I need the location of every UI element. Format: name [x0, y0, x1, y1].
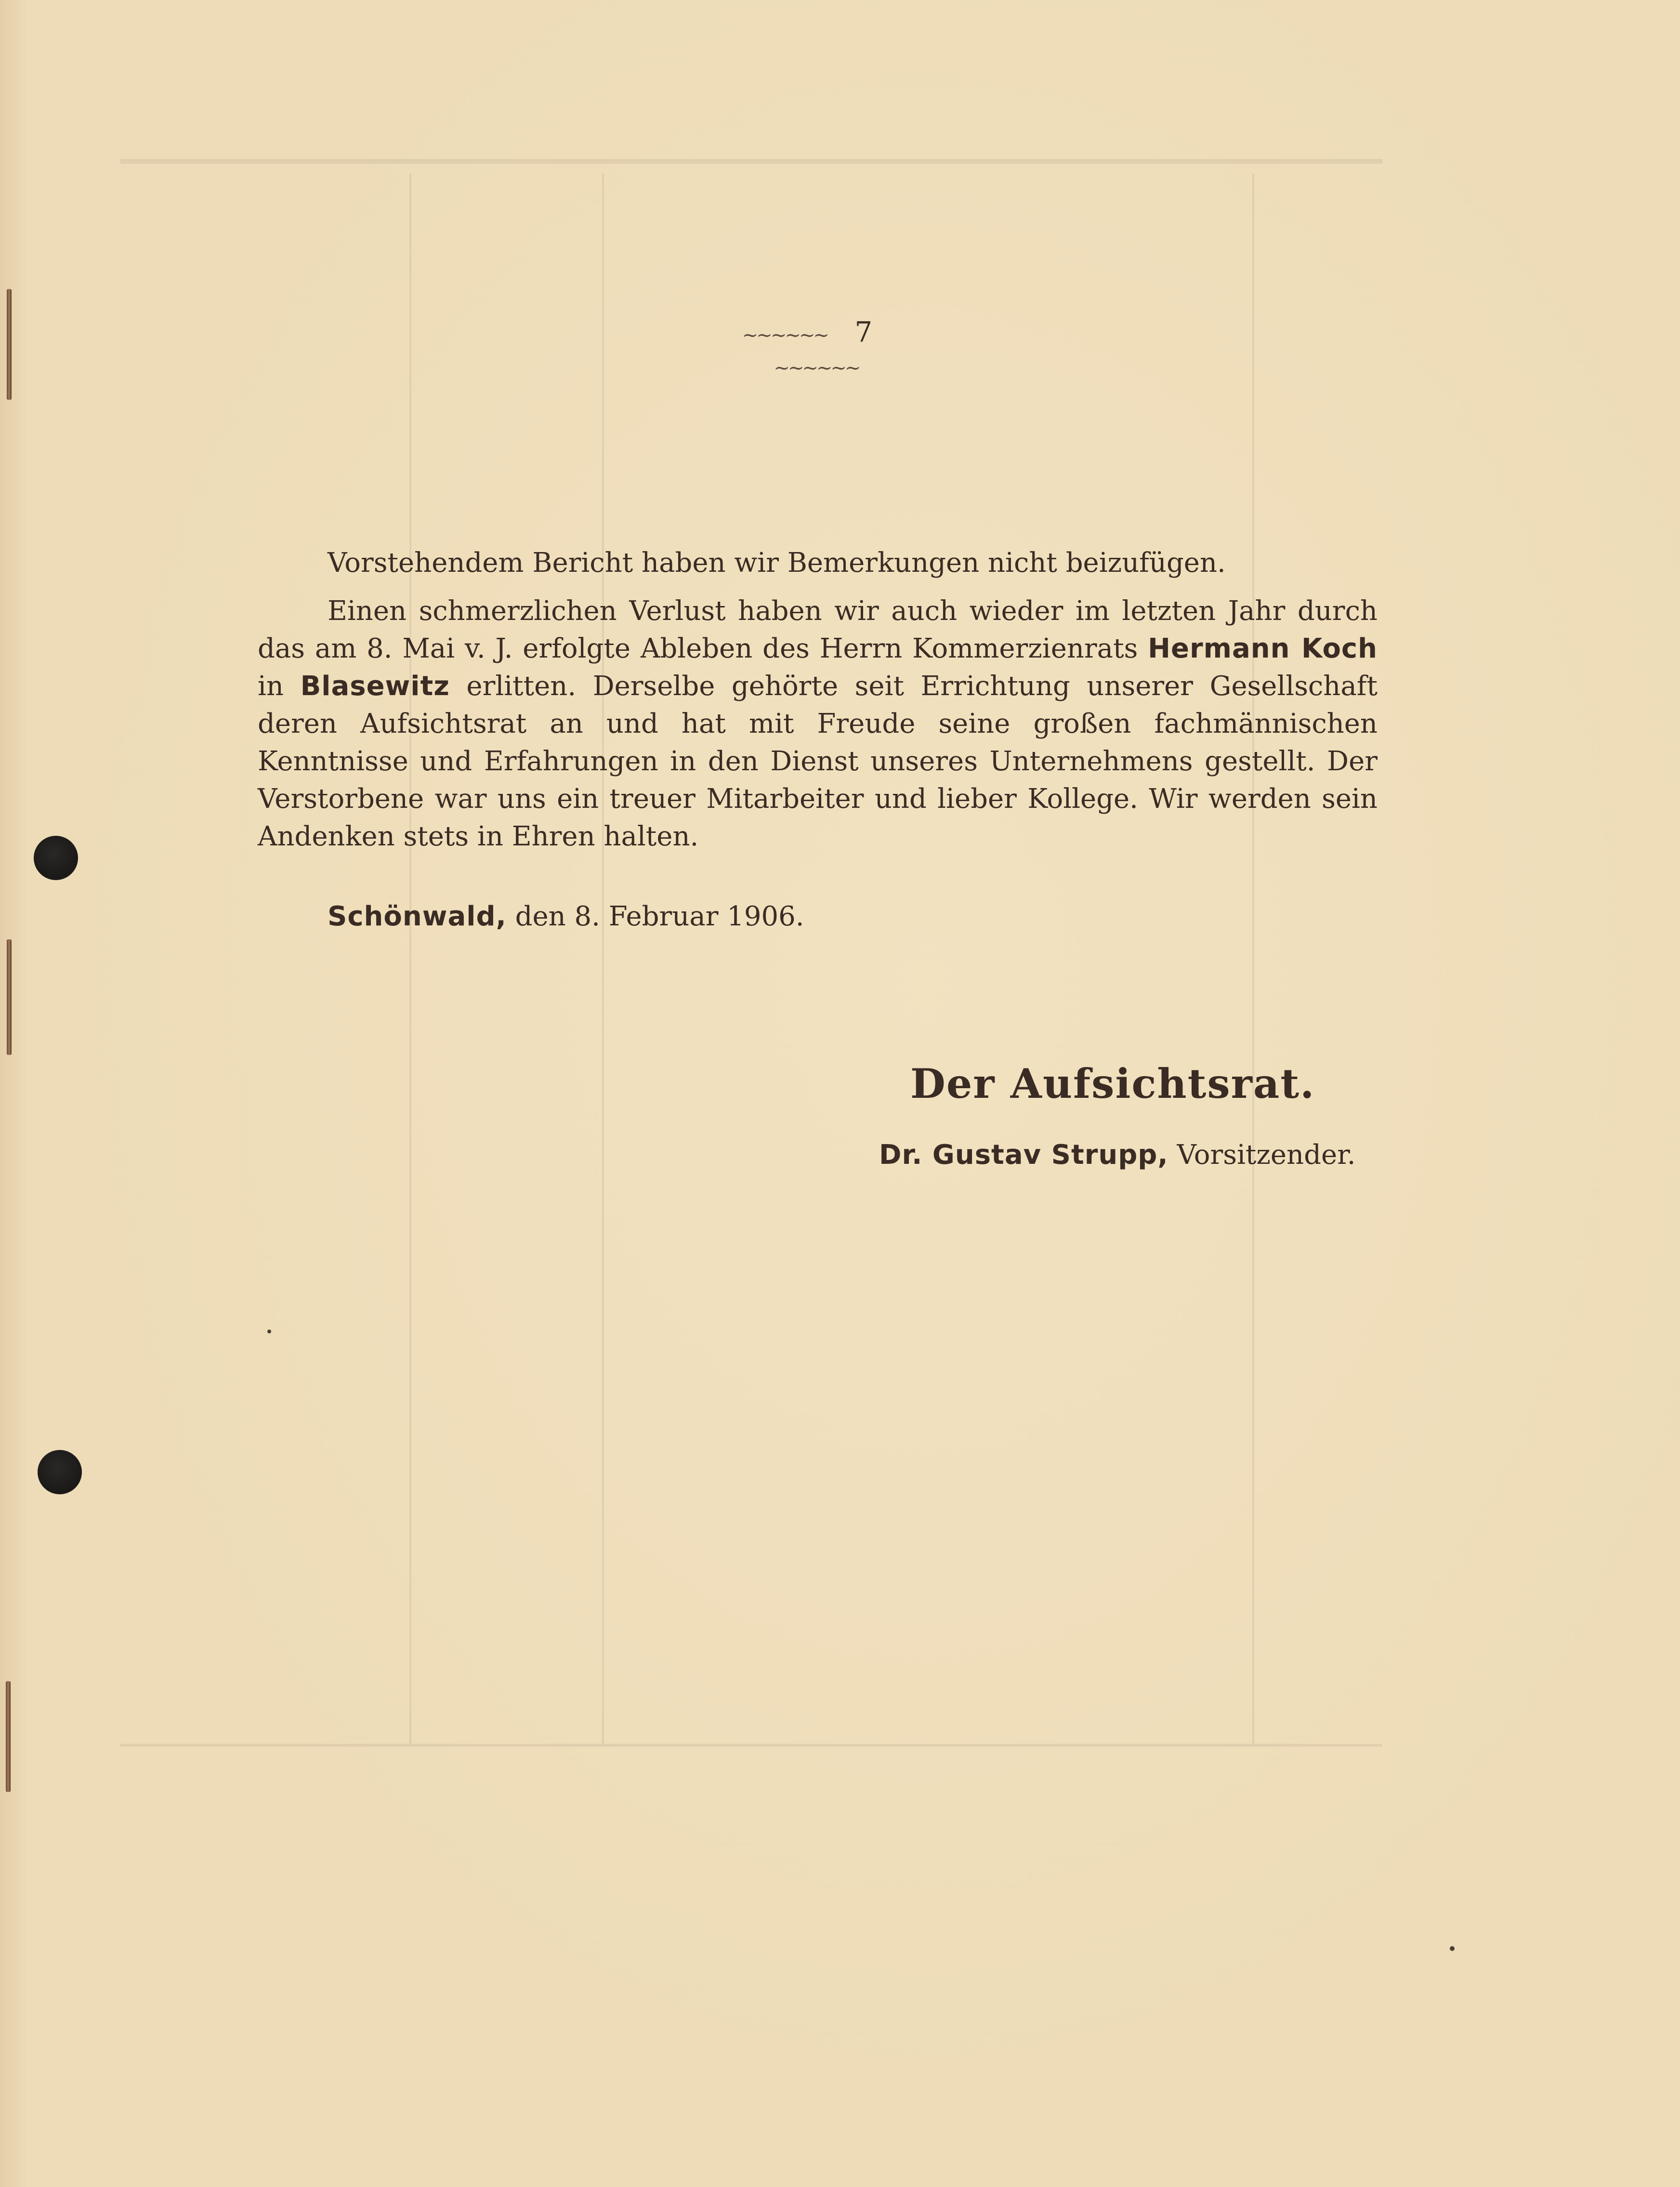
obituary-text-1: Einen schmerzlichen Verlust haben wir auch wieder im letzten Jahr durch das am 8. Mai v. J. erfolgte Ableben des Herrn Kommerzienrats — [258, 595, 1378, 664]
deceased-place: Blasewitz — [300, 671, 450, 702]
paragraph-obituary — [258, 593, 1378, 856]
date-text: den 8. Februar 1906. — [515, 901, 804, 932]
punch-hole-lower — [38, 1450, 82, 1494]
obituary-text-3: erlitten. Derselbe gehörte seit Errichtung unserer Gesellschaft deren Aufsichtsrat an und hat mit Freude seine großen fachmännischen Kenntnisse und Erfahrungen in den Dienst unseres Unternehmens gestellt. Der Verstorbene war uns ein treuer Mitarbeiter und lieber Kollege. Wir werden sein Andenken stets in Ehren halten. — [258, 671, 1378, 852]
signature-line — [879, 1139, 1356, 1171]
staple-middle — [7, 939, 12, 1055]
paragraph-remarks: Vorstehendem Bericht haben wir Bemerkungen nicht beizufügen. — [328, 547, 1226, 579]
report-body — [258, 544, 1378, 866]
page-number-value: 7 — [854, 316, 874, 348]
signature-title: Der Aufsichtsrat. — [910, 1060, 1315, 1107]
ink-speck — [267, 1330, 271, 1333]
deceased-name: Hermann Koch — [1148, 633, 1378, 664]
staple-bottom — [6, 1681, 11, 1792]
ornament-right: ~~~~~~ — [774, 357, 859, 379]
signatory-role: Vorsitzender. — [1177, 1139, 1356, 1171]
page-number — [708, 316, 925, 381]
obituary-text-2: in — [258, 671, 284, 702]
place-date-line — [328, 901, 804, 932]
ink-speck — [1450, 1946, 1455, 1951]
ornament-left: ~~~~~~ — [742, 324, 827, 346]
place-name: Schönwald, — [328, 901, 507, 932]
punch-hole-upper — [34, 836, 78, 880]
signatory-name: Dr. Gustav Strupp, — [879, 1139, 1168, 1171]
staple-top — [7, 289, 12, 400]
